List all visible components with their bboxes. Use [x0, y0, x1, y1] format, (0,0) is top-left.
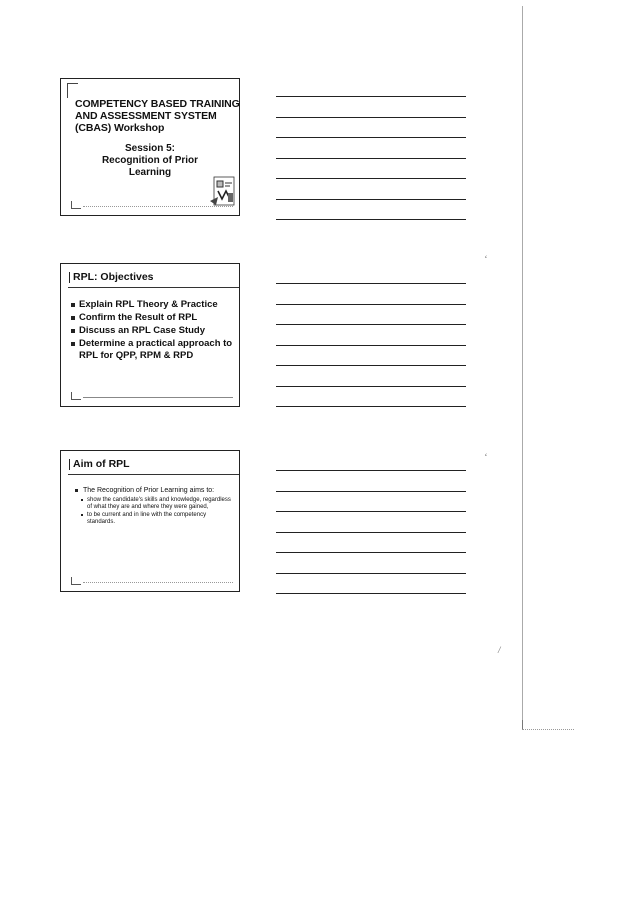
note-line [276, 532, 466, 533]
footer-rule [83, 206, 233, 207]
note-line [276, 283, 466, 284]
note-line [276, 406, 466, 407]
aim-sublist [81, 497, 235, 526]
slide-title [60, 78, 240, 216]
note-line [276, 552, 466, 553]
heading-rule [68, 287, 239, 288]
footer-mark [67, 392, 81, 400]
heading-rule [68, 474, 239, 475]
slide-objectives [60, 263, 240, 407]
note-line [276, 137, 466, 138]
note-line [276, 117, 466, 118]
note-line [276, 491, 466, 492]
objectives-list [71, 299, 239, 363]
aim-list [75, 487, 235, 527]
note-line [276, 573, 466, 574]
list-item: Discuss an RPL Case Study [71, 325, 239, 337]
footer-rule [83, 582, 233, 583]
list-item: to be current and in line with the competency standards. [81, 512, 235, 526]
workshop-title: COMPETENCY BASED TRAINING AND ASSESSMENT SYSTEM (CBAS) Workshop [75, 98, 240, 134]
notes-lines-3 [276, 470, 466, 614]
note-line [276, 345, 466, 346]
footer-mark [67, 201, 81, 209]
footer-mark [67, 577, 81, 585]
note-line [276, 158, 466, 159]
session-number: Session 5: [124, 143, 176, 154]
notes-lines-1 [276, 96, 466, 240]
note-line [276, 470, 466, 471]
margin-tick: / [498, 645, 501, 655]
list-item [75, 487, 235, 526]
note-line [276, 511, 466, 512]
note-line [276, 178, 466, 179]
note-line [276, 199, 466, 200]
notes-lines-2 [276, 283, 466, 427]
corner-bracket [67, 83, 78, 98]
note-line [276, 219, 466, 220]
aim-text: The Recognition of Prior Learning aims to: [83, 487, 215, 494]
margin-tick: ‘ [484, 254, 487, 264]
note-line [276, 365, 466, 366]
margin-tick: ‘ [484, 452, 487, 462]
note-line [276, 324, 466, 325]
slide-heading: Aim of RPL [69, 459, 130, 470]
slide-aim [60, 450, 240, 592]
session-subtitle: Recognition of Prior Learning [101, 155, 199, 178]
margin-rule [522, 6, 523, 722]
list-item: show the candidate's skills and knowledge, regardless of what they are and where they were gained, [81, 497, 235, 511]
footer-rule [83, 397, 233, 398]
note-line [276, 96, 466, 97]
note-line [276, 386, 466, 387]
slide-heading: RPL: Objectives [69, 272, 154, 283]
list-item: Explain RPL Theory & Practice [71, 299, 239, 311]
corner-mark [520, 720, 580, 732]
note-line [276, 304, 466, 305]
list-item: Confirm the Result of RPL [71, 312, 239, 324]
note-line [276, 593, 466, 594]
list-item: Determine a practical approach to RPL for QPP, RPM & RPD [71, 338, 239, 362]
logo-icon [208, 175, 236, 207]
